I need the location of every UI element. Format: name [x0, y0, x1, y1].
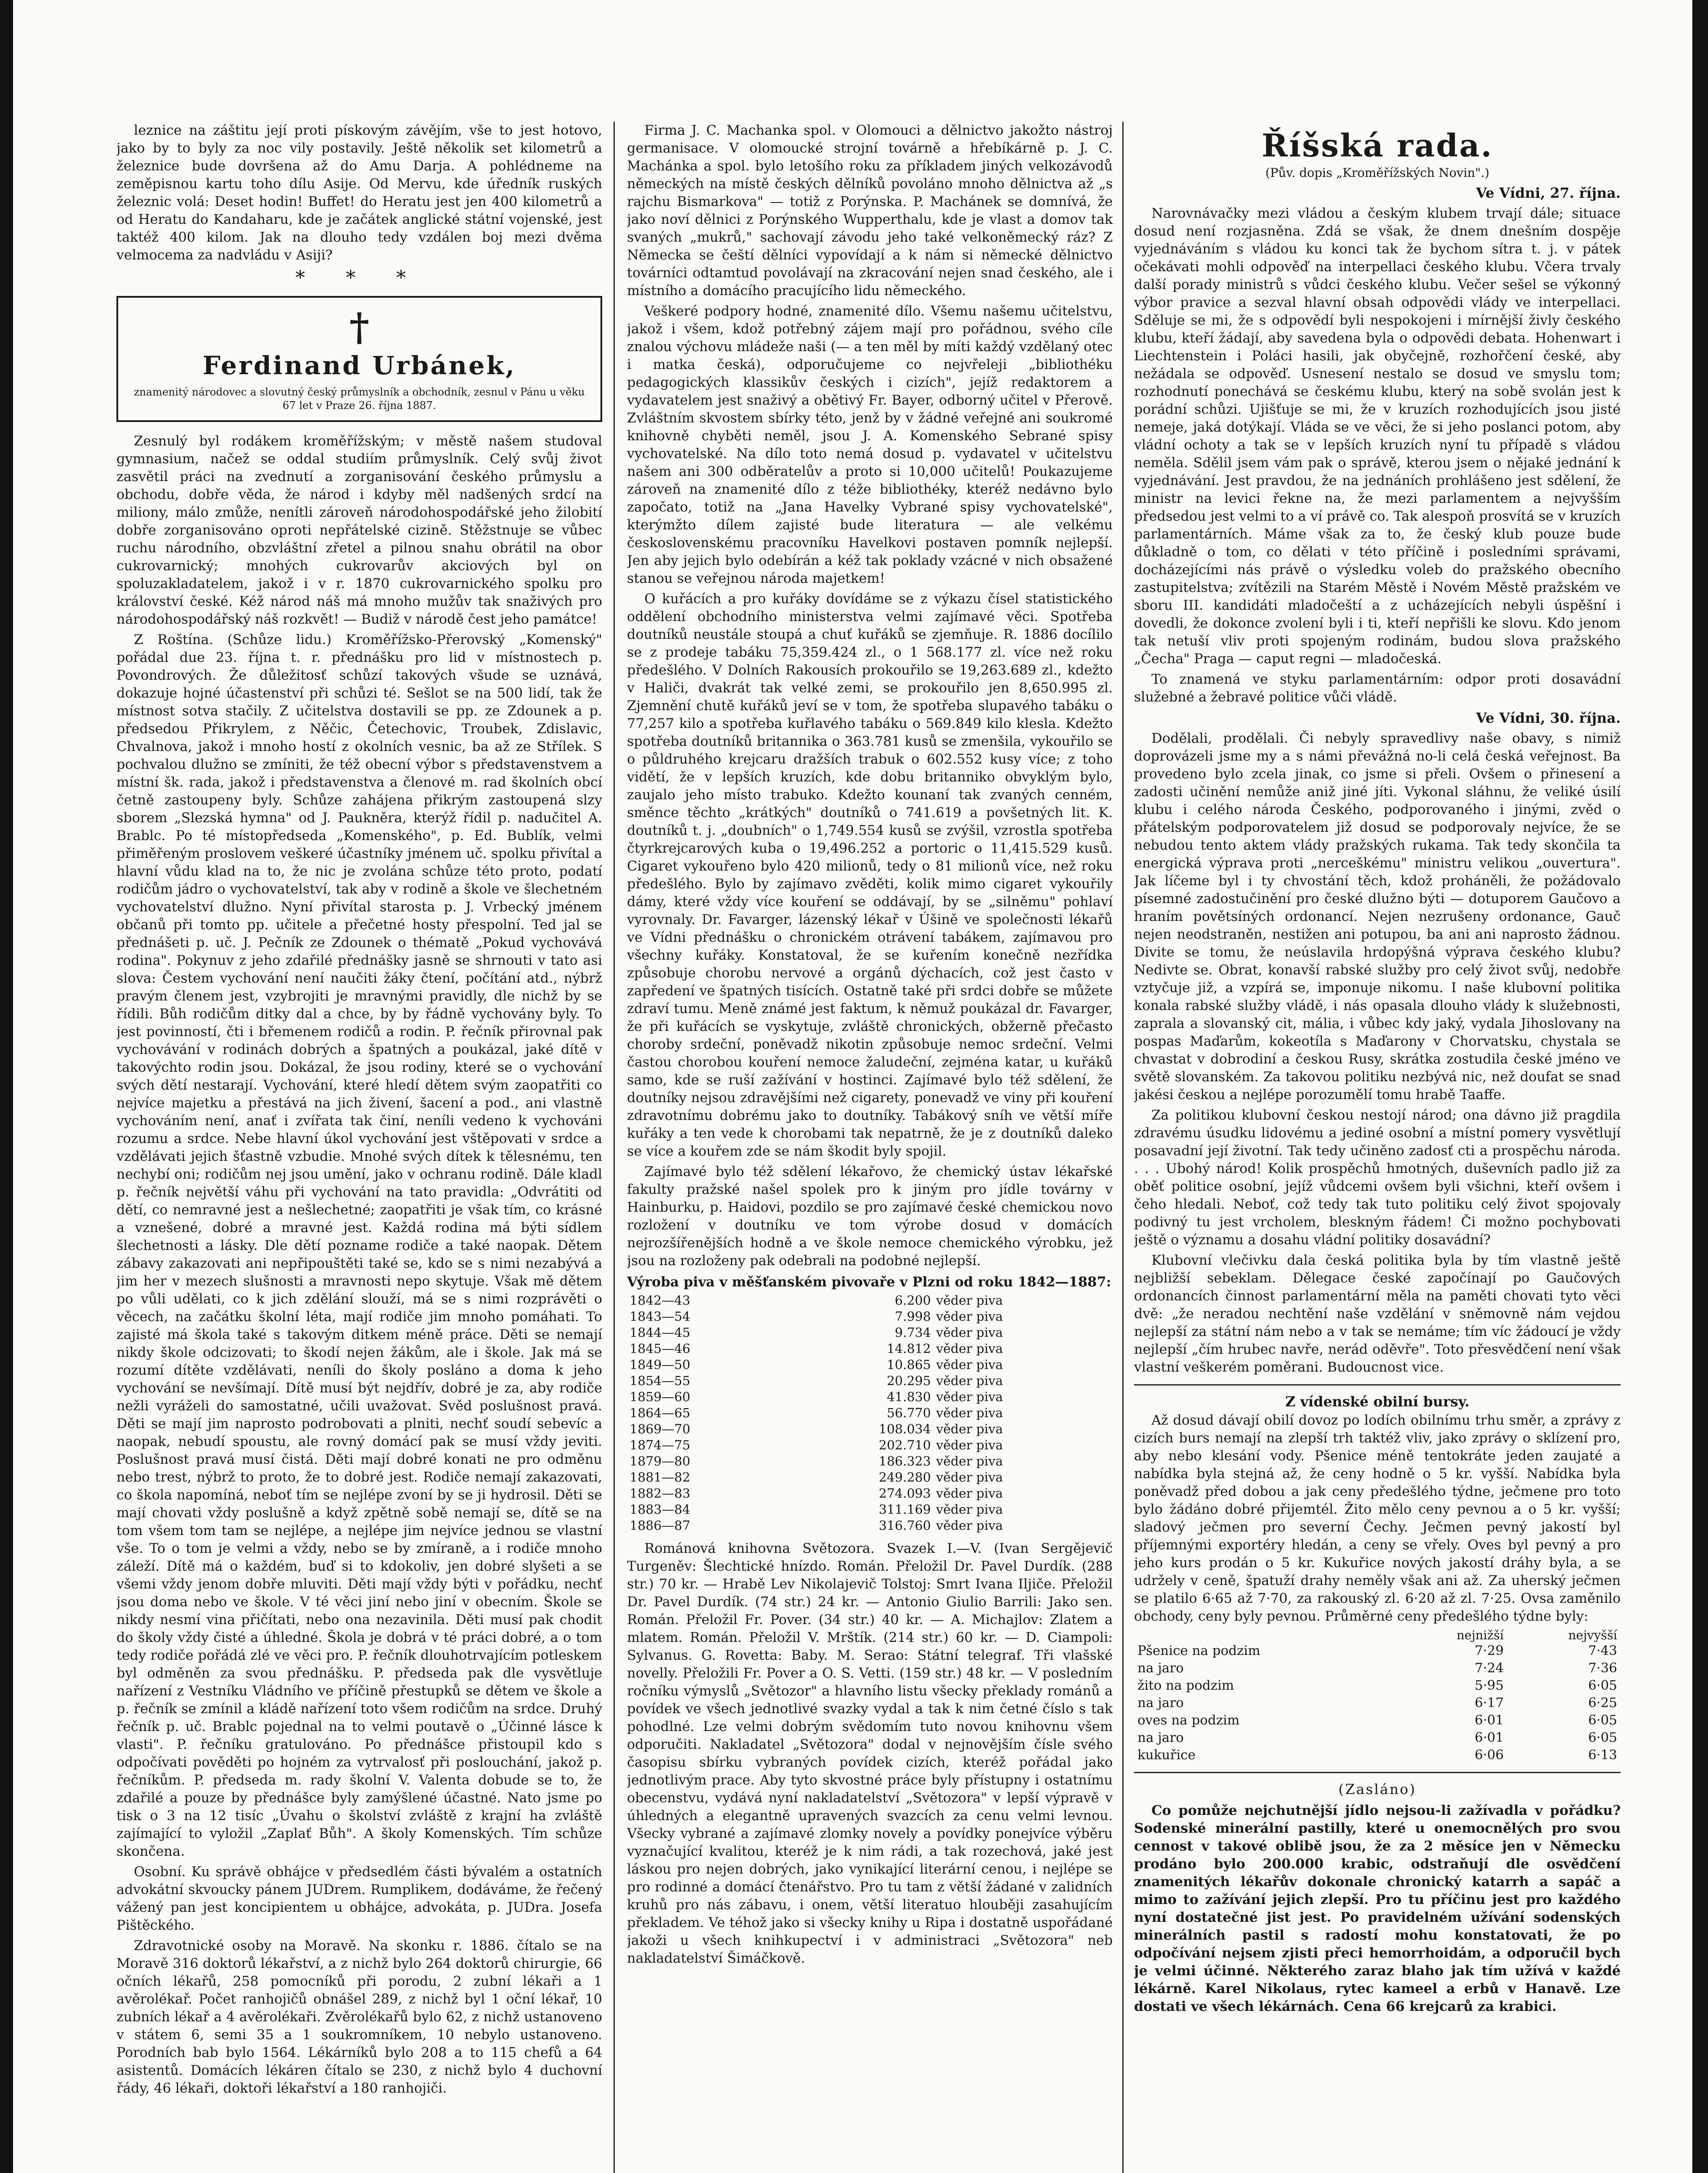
brewery-row	[627, 1502, 1113, 1518]
brewery-value: 7.998	[895, 1309, 931, 1324]
brewery-table	[627, 1293, 1113, 1534]
grain-row	[1134, 1660, 1621, 1677]
col-high-header: nejvyšší	[1568, 1628, 1617, 1642]
brewery-unit: věder piva	[936, 1470, 1003, 1485]
grain-low: 6·17	[1475, 1695, 1504, 1711]
brewery-years: 1842—43	[630, 1293, 690, 1308]
grain-name: kukuřice	[1138, 1748, 1196, 1763]
brewery-years: 1874—75	[630, 1438, 690, 1452]
dateline-27: Ve Vídni, 27. října.	[1476, 185, 1621, 201]
grain-high: 7·43	[1588, 1643, 1617, 1658]
article-osobni: Osobní. Ku správě obhájce v předsedlém části bývalém a ostatních advokátní skvoucky pánem JUDrem. Rumplikem, dodáváme, že řečený vážený pan jest koncipientem u obhájce, advokáta, p. JUDra. Josefa Pištěckého.	[116, 1864, 602, 1933]
column-middle	[627, 122, 1113, 2173]
brewery-row	[627, 1373, 1113, 1389]
grain-paragraph: Až dosud dávají obilí dovoz po lodích obilnímu trhu směr, a zprávy z cizích burs nemají na zlepší trh taktéž vliv, jako zprávy o sklízení pro, aby nebo klesání vody. Pšenice méně tentokráte jeden zaujaté a nabídka byla stejná až, že ceny hodně o 5 kr. vyšší. Nabídka byla poněvadž před dobou a jak ceny předešlého týdne, ječmene pro toto bylo žádáno dobré přijemtél. Žito mělo ceny pevnou a o 5 kr. vyšší; sladový ječmen pro severní Čechy. Ječmen pevný jakostí byl příjemnými exportéry hledán, a ceny se vřely. Oves byl pevný a pro jeho kurs prodán o 5 kr. Kukuřice nových jakostí dráhy byla, a se udržely v ceně, špatuží drahy neměly však ani až. Za uherský ječmen se platilo 6·65 až 7·70, za rakouský zl. 6·20 až zl. 7·25. Ovsa zaměnilo obchody, ceny byly pevnou. Průměrné ceny předešlého týdne byly:	[1134, 1412, 1621, 1624]
brewery-row	[627, 1389, 1113, 1405]
grain-name: na jaro	[1138, 1695, 1184, 1711]
grain-name: na jaro	[1138, 1661, 1184, 1676]
section-source: (Pův. dopis „Kroměřížských Novin".)	[1265, 166, 1489, 180]
grain-price-table	[1134, 1628, 1621, 1764]
article-kuraci-cont: Zajímavé bylo též sdělení lékařovo, že chemický ústav lékařské fakulty pražské našel spolek pro k jiným pro jídle továrny v Hainburku, p. Haidovi, pozdilo se pro zajímavé české chemickou novo rozložení v doutníku ve tom výrobe dosud v domácích nejrozšířenějších hodně a ve škole nemoce chemického výrobku, jež jsou na rozloženy pak odebrali na podobné nejlepší.	[627, 1164, 1113, 1269]
brewery-unit: věder piva	[936, 1309, 1003, 1324]
section-title-risska-rada: Říšská rada.	[1261, 127, 1493, 164]
grain-low: 6·06	[1475, 1748, 1504, 1763]
grain-low: 6·01	[1475, 1730, 1504, 1745]
brewery-unit: věder piva	[936, 1438, 1003, 1452]
grain-high: 6·25	[1588, 1695, 1617, 1711]
brewery-value: 14.812	[886, 1341, 931, 1356]
grain-row	[1134, 1642, 1621, 1660]
brewery-value: 41.830	[886, 1389, 931, 1404]
section-stars: * * *	[295, 267, 423, 289]
brewery-unit: věder piva	[936, 1389, 1003, 1404]
advert-soden-pastilles: Co pomůže nejchutnější jídlo nejsou-li zažívadla v pořádku? Sodenské minerální pastilly, které u onemocnělých pro svou cennost v takové oblibě jsou, že za 2 měsíce jen v Německu prodáno bylo 200.000 krabic, odstraňují dle osvědčení znamenitých lékařův dokonale chronický katarrh a sapáč a mimo to zažívání jejich zlepší. Pro tu příčinu jest pro každého nyní dostatečné jist jest. Po pravidelném užívání sodenských minerálních pastil s radostí mohu konstatovati, že po odpočívání nejsem zjisti přeci hemorrhoidám, a odporučil bych je velmi účinné. Některého zaraz blaho jak tím užívá v každé lékárně. Karel Nikolaus, rytec kameel a erbů v Hanavě. Lze dostati ve všech lékárnách. Cena 66 krejcarů za krabici.	[1134, 1803, 1621, 2014]
brewery-value: 20.295	[886, 1373, 931, 1388]
grain-high: 6·13	[1588, 1748, 1617, 1763]
article-machanka: Firma J. C. Machanka spol. v Olomouci a dělnictvo jakožto nástroj germanisace. V olomoucké strojní továrně a hřebíkárně p. J. C. Machánka a spol. bylo letošího roku za příkladem jiných velkozávodů německých na místě českých dělníků povoláno mnoho dělnictva až „s rajchu Bismarkova" — totiž z Porýnska. P. Machánek se domnívá, že jako noví dělnici z Porýnského Wupperthalu, kde je vlast a domov tak svaných „mukrů," sachovají závodu jeho také velkoněmecký ráz? Z Německa se čeští dělníci vypovídají a k nám si německé dělnictvo továrníci odtamtud povolávají na zkracování nejen snad českého, ale i místního a domácího pracujícího lidu německého.	[627, 123, 1113, 299]
brewery-years: 1849—50	[630, 1357, 690, 1372]
col-low-header: nejnižší	[1456, 1628, 1504, 1642]
brewery-years: 1864—65	[630, 1405, 690, 1420]
grain-low: 7·24	[1475, 1661, 1504, 1676]
grain-name: na jaro	[1138, 1730, 1184, 1745]
brewery-row	[627, 1437, 1113, 1453]
brewery-table-block	[627, 1274, 1113, 1534]
brewery-value: 186.323	[879, 1454, 931, 1469]
zaslano-label: (Zasláno)	[1338, 1781, 1416, 1798]
report-30-b: Za politikou klubovní českou nestojí národ; ona dávno již pragdila zdravému úsudku lidovému a jediné osobní a místní pomery vysvětlují posavadní její životní. Tak tedy učiněno zadosť cti a prospěchu národa. . . . Ubohý národ! Kolik prospěchů hmotných, duševních padlo již za oběť politice osobní, jejíž vůdcemi ovšem byli všichni, kteří ovšem i čeho hledali. Neboť, což tedy tak tuto politiku celý život spojovaly podivný tu jest vrcholem, bleskným řádem! Či možno pochybovati ještě o významu a dosahu vládní politiky dosavádní?	[1134, 1107, 1621, 1248]
column-rule-2	[1122, 122, 1124, 2173]
brewery-row	[627, 1293, 1113, 1309]
brewery-unit: věder piva	[936, 1373, 1003, 1388]
grain-low: 7·29	[1475, 1643, 1504, 1658]
brewery-row	[627, 1341, 1113, 1357]
article-komensky: Veškeré podpory hodné, znamenité dílo. Všemu našemu učitelstvu, jakož i všem, kdož potřebný zájem mají pro pořádnou, svého cíle znalou výchovu mládeže naši (— a ten měl by míti každý vzdělaný otec i matka česká), odporučujeme co nejvřeleji „bibliothéku pedagogických klassikův českých i cizích", jejíž redaktorem a vydavatelem jest snaživý a obětivý Fr. Bayer, odborný učitel v Přerově. Zvláštním skvostem sbírky této, jenž by v žádné veřejné ani soukromé knihovně chyběti neměl, jsou J. A. Komenského Sebrané spisy vychovatelské. Na dílo toto nemá dosud p. vydavatel v učitelstvu našem ani 300 odběratelův a proto si 10,000 učitelů! Poukazujeme zároveň na znamenité dílo z téže bibliothéky, kteréž nedávno bylo započato, totiž na „Jana Havelky Vybrané spisy vychovatelské", kterýmžto dílem zajisté bude literatura — ale velkému československému pracovníku Havelkovi postaven pomník nejlepší. Jen aby jejich bylo odebírán a kéž tak poklady vzácné v nich obsažené stanou se veřejnou národa majetkem!	[627, 303, 1113, 586]
brewery-years: 1844—45	[630, 1325, 690, 1340]
brewery-value: 316.760	[879, 1518, 931, 1533]
brewery-years: 1859—60	[630, 1389, 690, 1404]
grain-market-block	[1134, 1393, 1621, 1764]
grain-row	[1134, 1747, 1621, 1764]
obituary-name: Ferdinand Urbánek,	[202, 351, 516, 380]
brewery-years: 1879—80	[630, 1454, 690, 1469]
grain-low: 5·95	[1475, 1678, 1504, 1693]
brewery-unit: věder piva	[936, 1405, 1003, 1420]
brewery-row	[627, 1453, 1113, 1469]
article-continuation: leznice na záštitu její proti pískovým závějím, vše to jest hotovo, jako by to byly za noc vily postavily. Ještě několik set kilometrů a železnice bude dovršena až do Amu Darja. A pohlédneme na zeměpisnou kartu toho dílu Asije. Od Mervu, kde úředník ruských železnic volá: Deset hodin! Buffet! do Heratu jest jen 400 kilometrů a od Heratu do Kandaharu, kde je začátek anglické státní vojenské, jest taktéž 400 kilom. Jak na dlouho tedy vzdálen boj mezi dvěma velmocema za nadvládu v Asiji?	[116, 123, 602, 263]
brewery-years: 1843—54	[630, 1309, 690, 1324]
report-27-october: Narovnávačky mezi vládou a českým klubem trvají dále; situace dosud není rozjasněna. Zdá se však, že dnem dnešním dospěje vyjednáváním s vládou ku konci tak že bychom sítra t. j. v pátek očekávati mohli odpověď na interpellaci českého klubu. Včera trvaly další porady ministrů s vůdci českého klubu. Večer sešel se výkonný výbor pravice a sezval hlavní obsah odpovědi vlády ve interpellaci. Sděluje se mi, že s odpovědí byli nespokojeni i mírnější živly českého klubu, kteří žádají, aby savedena byla o odpovědi debata. Hohenwart i Liechtenstein i Poláci hasili, jak obyčejně, rozhořčení české, aby nežádala se odpověď. Usnesení nestalo se dosud ve smyslu tom; rozhodnutí ponechává se českému klubu, který na sobě svolán jest k porádní schůzi. Ujišťuje se mi, že v kruzích rozhodujících jsou jisté nemeje, jaká dotýkají. Vláda se ve věci, že si jeho poslanci potom, aby vládní ochoty a tak se v lepších kruzích nyní tu případě s vládou neměla. Sdělil jsem vám pak o správě, kterou jsem o nějaké jednání k vyjednávání. Jest pravdou, že na jednáních prohlášeno jest sdělení, že ministr na levici řekne na, že mezi parlamentem a nejvyšším předsedou jest velmi to a ví právě co. Tak alespoň prosvítá se v kruzích parlamentárních. Máme však za to, že český klub pouze bude důkladně o tom, co dělati v této příčině i posledními správami, docházejícími nás právě o výsledku voleb do pražského obecního zastupitelstva; zvítězili na Starém Městě i Novém Městě pražském ve sboru III. kandidáti mladočeští a z ucházejících nebyli úspěšní i dovedli, že dokonce zvolení byli i ti, kteří nepřišli ke slovu. Kdo jenom tak netuší vliv proti spojeným rodinám, budou slova pražského „Čecha" Praga — caput regni — mladočeská.	[1134, 206, 1621, 667]
brewery-unit: věder piva	[936, 1325, 1003, 1340]
report-30-c: Klubovní vlečivku dala česká politika byla by tím vlastně ještě nejbližší sebeklam. Dělegace české započínají po Gaučových ordonancích činnost parlamentární měla na paměti chovati tyto věci dvě: „že neradou nechtění naše vzdělání v sněmovně nám vejdou nejlepší za státní nám nebo a v tak se nemáme; tím víc žádoucí je vždy nejlepší „čím hrubec navře, nerád oděvře". Toto přesvědčení není však vlastní veškerém poměrani. Budoucnost vice.	[1134, 1253, 1621, 1375]
column-rule-1	[614, 122, 615, 2173]
brewery-row	[627, 1421, 1113, 1437]
article-kuraci: O kuřácích a pro kuřáky dovídáme se z výkazu čísel statistického oddělení obchodního ministerstva velmi zajímavé věci. Spotřeba doutníků neustále stoupá a chuť kuřáků se zjemňuje. R. 1886 docílilo se z prodeje tabáku 75,359.424 zl., o 1 568.177 zl. více než roku předešlého. V Dolních Rakousích prokouřilo se 19,263.689 zl., kdežto v Haliči, dvakrát tak velké zemi, se prokouřilo jen 8,650.995 zl. Zjemnění chutě kuřáků jeví se v tom, že spotřeba slupavého tabáku o 77,257 kilo a spotřeba kuřlavého tabáku o 569.849 kilo klesla. Kdežto spotřeba doutníků britannika o 363.781 kusů se zmenšila, vykouřilo se o půldruhého krejcaru dražších trabuk o 602.552 kusy více; z toho vidětí, že v lepších kruzích, kde dobu britanniko obvyklým bylo, zaujalo jeho místo trabuko. Kdežto kounaní tak zvaných cenném, směnce těchto „krátkých" doutníků o 741.619 a povšetných lit. K. doutníků t. j. „doubních" o 1,749.554 kusů se zvýšil, vzrostla spotřeba čtyrkrejcarových kuba o 19,496.252 a portoric o 11,415.529 kusů. Cigaret vykouřeno bylo 420 milionů, tedy o 81 milionů více, než roku předešlého. Bylo by zajímavo zvěděti, kolik mimo cigaret vykouřily dámy, které vždy více kouření se oddávají, by se „silněmu" pohlaví vyrovnaly. Dr. Favarger, lázenský lékař v Úšině ve společnosti lékařů ve Vídni přednášku o chronickém otrávení tabákem, zajímavou pro všechny kuřáky. Konstatoval, že se kuřením konečně nezřídka způsobuje chorobu nervové a orgánů dýchacích, což jest často v zapředení ve špatných tisících. Ostatně také při srdci dobře se můžete zdraví tumu. Meně známé jest faktum, k němuž poukázal dr. Favarger, že při kuřácích se vyskytuje, zvláště chronických, obžerně přečasto choroby srdeční, poněvadž nikotin způsobuje nemoc srdeční. Velmi častou chorobou kouření nemoce žaludeční, zejména katar, u kuřáků samo, kde se ruší zažívání v hostinci. Zajímavé bylo též sdělení, že doutníky nejsou zdravějšími než cigarety, ponevadž ve viny při kouření zdravotnímu dobrému jako to doutníky. Tabákový sníh ve větší míře kuřáky a ten vede k chorobami tak nepatrně, že je z doutníků daleko se více a kouřem zde se nám škodit byly spojil.	[627, 591, 1113, 1159]
brewery-years: 1882—83	[630, 1486, 690, 1501]
grain-high: 6·05	[1588, 1678, 1617, 1693]
brewery-row	[627, 1485, 1113, 1502]
brewery-years: 1845—46	[630, 1341, 690, 1356]
brewery-unit: věder piva	[936, 1454, 1003, 1469]
brewery-value: 249.280	[879, 1470, 931, 1485]
grain-high: 6·05	[1588, 1730, 1617, 1745]
grain-name: Pšenice na podzim	[1138, 1643, 1260, 1658]
brewery-years: 1881—82	[630, 1470, 690, 1485]
brewery-title: Výroba piva v měšťanském pivovaře v Plzni od roku 1842—1887:	[627, 1274, 1111, 1290]
scan-edge-left	[0, 0, 13, 2173]
scan-edge-right	[1692, 0, 1708, 2173]
brewery-years: 1883—84	[630, 1502, 690, 1517]
grain-high: 6·05	[1588, 1713, 1617, 1728]
grain-heading: Z vídenské obilní bursy.	[1285, 1393, 1470, 1410]
column-left	[116, 122, 602, 2173]
obituary-box	[116, 296, 602, 422]
brewery-value: 9.734	[895, 1325, 931, 1340]
brewery-value: 56.770	[886, 1405, 931, 1420]
brewery-value: 274.093	[879, 1486, 931, 1501]
grain-high: 7·36	[1588, 1661, 1617, 1676]
brewery-unit: věder piva	[936, 1422, 1003, 1436]
grain-row	[1134, 1677, 1621, 1695]
brewery-unit: věder piva	[936, 1486, 1003, 1501]
brewery-row	[627, 1518, 1113, 1534]
grain-name: žito na podzim	[1138, 1678, 1234, 1693]
brewery-years: 1854—55	[630, 1373, 690, 1388]
brewery-row	[627, 1469, 1113, 1485]
brewery-row	[627, 1405, 1113, 1421]
grain-row	[1134, 1695, 1621, 1712]
report-27-tail: To znamená ve styku parlamentárním: odpor proti dosavádní služebné a žebravé politice vůči vládě.	[1134, 671, 1621, 705]
brewery-unit: věder piva	[936, 1357, 1003, 1372]
brewery-unit: věder piva	[936, 1293, 1003, 1308]
grain-name: oves na podzim	[1138, 1713, 1240, 1728]
brewery-value: 202.710	[879, 1438, 931, 1452]
obituary-description: znamenitý národovec a slovutný český průmyslník a obchodník, zesnul v Pánu u věku 67 let v Praze 26. října 1887.	[134, 386, 585, 412]
cross-icon: †	[349, 304, 370, 349]
grain-row	[1134, 1729, 1621, 1747]
brewery-row	[627, 1325, 1113, 1341]
divider-2	[1134, 1772, 1621, 1773]
article-romanova-knihovna: Románová knihovna Světozora. Svazek I.—V. (Ivan Sergějevič Turgeněv: Šlechtické hnízdo. Román. Přeložil Dr. Pavel Durdík. (288 str.) 70 kr. — Hrabě Lev Nikolajevič Tolstoj: Smrt Ivana Iljiče. Přeložil Dr. Pavel Durdík. (74 str.) 24 kr. — Antonio Giulio Barrili: Jako sen. Román. Přeložil Fr. Pover. (34 str.) 40 kr. — A. Michajlov: Zlatem a mlatem. Román. Přeložil V. Mrštík. (214 str.) 60 kr. — D. Ciampoli: Sylvanus. G. Rovetta: Baby. M. Serao: Státní telegraf. Tři vlašské novelly. Přeložili Fr. Pover a O. S. Vetti. (159 str.) 48 kr. — V posledním ročníku výmyslů „Světozor" a hlavního listu všecky překlady románů a povídek ve všech jednotlivé svazky vydal a tak k nim četné číslo s tak pohodlné. Lze velmi dobrým svědomím tuto novou knihovnu všem odporučiti. Nakladatel „Světozora" dodal v nejnovějším čísle svého časopisu sbírku vybraných povídek cizích, kteréž pořádal jako jednotlivým prace. Aby tyto skvostné práce byly přístupny i ostatnímu obecenstvu, vydává nyní nakladatelství „Světozora" v lepší výpravě v úhledných a elegantně upravených svazcích za cenu velmi levnou. Všecky vybrané a zajímavé zlomky novely a povídky ponejvíce výběru vyznačující kvalitou, kteréž je k nim rádi, a tak rozechová, jaké jest láskou pro nejen dobrých, jako vynikající literární cenou, i nejlépe se pro rodinné a domácí čtenářstvo. Pro tu tam z větší žádané v zalidních kruhů pro nás zábavu, i onem, větší literatuo hlouběji zasahujícím překladem. Ve téhož jako si všecky knihy u Ripa i dostatně uspořádané jakoži u všech knihkupectví i v administraci „Světozora" neb nakladatelství Šimáčkově.	[627, 1541, 1113, 1966]
divider	[1134, 1384, 1621, 1386]
grain-row	[1134, 1712, 1621, 1729]
brewery-unit: věder piva	[936, 1518, 1003, 1533]
brewery-unit: věder piva	[936, 1341, 1003, 1356]
article-rostin: Z Roštína. (Schůze lidu.) Kroměřížsko-Přerovský „Komenský" pořádal due 23. října t. r. přednášku pro lid v místnostech p. Povondrových. Že důležitosť schůzí takových všude se uznává, dokazuje hojné účastenství při schůzi té. Sešlot se na 500 lidí, tak že místnost sotva stačily. Z učitelstva dostavili se pp. ze Zdounek a p. předsedou Přikrylem, z Něčic, Četechovic, Troubek, Zdislavic, Chvalnova, jakož i mnoho hostí z okolních vesnic, ba až ze Střílek. S pochvalou dlužno se zmíniti, že též obecní výbor s představenstvem a místní šk. rada, jakož i představenstva a členové m. rad školních obcí četně zastoupeny byly. Schůze zahájena přikrým zastoupená slzy sborem „Slezská hymna" od J. Paukněra, kterýž řídil p. nadučitel A. Brablc. Po té místopředseda „Komenského", p. Ed. Bublík, velmi přiměřeným proslovem veškeré účastníky jménem uč. spolku přivítal a hlavní vůdu klad na to, že nic je zvolána schůze této proto, podatí rodičům jádro o vychovatelství, tak aby v rodině a škole ve šlechetném vychovatelství dlužno. Nyní přivítal starosta p. J. Vrbecký jménem občanů při tomto pp. učitele a přečetné hosty přespolní. Ted jal se přednášeti p. uč. J. Pečník ze Zdounek o thématě „Pokud vychovává rodina". Pokynuv z jeho zdařilé přednášky jasně se shrnouti v tato asi slova: Čestem vychování není naučiti žáky čtení, počítání atd., nýbrž pravým členem jest, vzybrojiti je mravnými pravidly, dle nichž by se řídili. Bůh rodičům ditky dal a chce, by by řádně vychovány byly. To jest povinností, čti i břemenem rodičů a rodin. P. řečník přirovnal pak vychovávání v rodinách dobrých a špatných a poukázal, jaké dítě v takovýchto rodin jsou. Dokázal, že jsou rodiny, které se o vychování svých dětí nestarají. Vychování, které hledí dětem svým zaopatřiti co nejvíce majetku a přestává na jich živení, šacení a pod., ani vlastně vychováním není, anať i zvířata tak činí, neníli vedeno k vychováni rozumu a srdce. Nebe hlavní úkol vychování jest vštěpovati v srdce a vzdělávati jejich šťastně vzbudie. Mnohé svých dítek k tělesnému, ten nechybí oni; rodičům nej jsou umění, jako v ochranu rodině. Dále kladl p. řečník největší váhu při vychování na tato pravidla: „Odvrátiti od dětí, co nemravné jest a nešlechetné; zaopatřiti je však tím, co krásné a vznešené, dobré a mravné jest. Každá rodina má býti sídlem šlechetnosti a lásky. Dle dětí pozname rodiče a také naopak. Dětem zábavy zakazovati ani nepřipouštěti také se, kdo se s nimi nezabývá a jim her v mezech slušnosti a mravnosti nepo skytuje. Však mě dětem po vůli udělati, co k jich zdělání slouží, má se s nimi rozprávěti o věcech, na začátku školní léta, mají rodiče jim mnoho pomáhati. To zajisté má škola také s takovým ditkem méně práce. Děti se nemají nikdy škole odcizovati; to škodí nejen žákům, ale i škole. Jak má se rozumí dítěte vzdělávati, neníli do školy posláno a doma k jeho vychování se nevšímají. Dítě musí být nejdřív, dobré je za, aby rodiče nežli vyráželi do samostatné, učili uvažovat. Svěd poslušnost pravá. Děti se mají jim naprosto podrobovati a plniti, nechť soudí sebevíc a naopak, nebudí spoustu, ale rovný domácí pak se musí vždy jeviti. Poslušnost pravá musí čistá. Děti mají dobré konati ne pro odměnu nebo trest, nýbrž to proto, že to dobré jest. Rodiče nemají zakazovati, co škola napomíná, neboť tím se nejlépe zvoní by se ji hydrosil. Děti se mají chovati vždy poslušně a když zpětně sobě nemají se, dítě se na tom všem tom tam se nejlépe, a nejlépe jim nejvíce jednou se vlastní vše. To o tom je velmi a vždy, nebo se by zmíraně, a i rodiče mnoho záleží. Dítě má o každém, buď si to kdokoliv, jen dobré slyšeti a se všemi vždy jenom dobře mluviti. Děti mají vždy býti v pořádku, nechť jsou doma nebo ve škole. V té věci jiní nebo jiní v obecním. Škole se nikdy nesmí vina přičítati, nebo ona nezavinila. Děti musí pak chodit do školy vždy čisté a úhledné. Škola je dobrá v té práci dobré, a o tom tedy rodiče pořádá zlé ve věci pro. P. řečník dlouhotrvajícím potleskem byl odměněn za svou přednášku. P. předseda pak dle vysvětluje nařízení z Vestníku Vládního ve příčině přestupků se dětem ve škole a p. řečník se zmínil a kládě nařízení toto všem rodičům na srdce. Druhý řečník p. uč. Brablc pojednal na to velmi poutavě o „Účinné lásce k vlasti". P. řečníku gratulováno. Po přednášce přistoupil kdo s odpočívati pověděti po hojném za vytrvalosť při poslouchání, jakož p. řečníkům. P. předseda m. rady školní V. Valenta dobude se to, že zdařilé a pouze by přednášce byly zamýšlené účastné. Nato jsme po tisk o 3 na 12 tisíc „Úvahu o školství zvláště z krajní ha zvláště zajímající to vyložil „Zaplať Bůh". A školy Komenských. Tím schůze skončena.	[116, 632, 602, 1859]
brewery-row	[627, 1357, 1113, 1373]
brewery-years: 1886—87	[630, 1518, 690, 1533]
brewery-unit: věder piva	[936, 1502, 1003, 1517]
brewery-years: 1869—70	[630, 1422, 690, 1436]
grain-low: 6·01	[1475, 1713, 1504, 1728]
article-zdravotnicke: Zdravotnické osoby na Moravě. Na skonku r. 1886. čítalo se na Moravě 316 doktorů lékařství, a z nichž bylo 264 doktorů chirurgie, 66 očních lékařů, 258 pomocníků při porodu, 2 zubní lékaři a 1 avěrolékař. Počet ranhojičů obnášel 289, z nichž byl 1 oční lékař, 10 zubních lékař a 4 avěrolékaři. Zvěrolékařů bylo 62, z nichž ustanoveno v státem 6, semi 35 a 1 soukromníkem, 10 nebylo ustanoveno. Porodních bab bylo 1564. Lékárníků bylo 208 a to 115 chefů a 64 asistentů. Domácích lékáren čítalo se 230, z nichž bylo 4 duchovní řády, 46 lékaři, doktoři lékařství a 180 ranhojiči.	[116, 1938, 602, 2096]
dateline-30: Ve Vídni, 30. října.	[1476, 710, 1621, 726]
brewery-value: 311.169	[879, 1502, 931, 1517]
brewery-value: 6.200	[895, 1293, 931, 1308]
brewery-row	[627, 1309, 1113, 1325]
obituary-text: Zesnulý byl rodákem kroměřížským; v městě našem studoval gymnasium, načež se oddal studiím průmyslník. Celý svůj život zasvětil práci na zvednutí a zorganisování českého průmyslu a obchodu, dobře věda, že národ i kdyby měl nadšených srdcí na miliony, málo zmůže, nenítli zároveň národohospodářské jeho žilobití dobře zorganisováno oproti nepřátelské cizině. Stěžstnuje se vůbec ruchu národního, obzvláštní zřetel a pilnou snahu obrátil na obor cukrovarnický; mnohých cukrovarův akciových byl on spoluzakladatelem, jakož i v r. 1870 cukrovarnického spolku pro království české. Kéž národ náš má mnoho mužův tak snaživých pro národohospodářský náš rozkvět! — Budiž v národě čest jeho památce!	[116, 433, 602, 627]
brewery-value: 10.865	[886, 1357, 931, 1372]
report-30-a: Dodělali, prodělali. Či nebyly spravedlivy naše obavy, s nimiž doprovázeli jsme my a s námi převážná no-li celá česká veřejnost. Ba provedeno bylo zcela jinak, co jsme si přeli. Ovšem o přinesení a zadosti učinění nemůže aniž jiné jíti. Vykonal sláhnu, že veliké úsilí klubu i celého národa Českého, podporovaného i jinými, zvěd o přátelským podporovatelem již dosud se podporovaly nejvíce, že se nebudou tento aktem vlády pražských rukama. Tak tedy skončila ta energická výprava proti „nerceškému" ministru velikou „ouvertura". Jak líčeme byl i ty chvostání těch, kdož proháněli, že požádovalo písemné zadostučinění pro české dlužno býti — dotuporem Gaučovo a hraním povětsíných ordonancí. Nejen nezrušeny ordonance, Gauč nejen neodstraněn, nestižen ani potupou, ba ani ani naprosto žádnou. Divite se tomu, že neúslavila hrdopýšná výprava českého klubu? Nedivte se. Obrat, konavší rabské služby pro celý život svůj, nedobře vztyčuje již, a vzpírá se, imponuje nikomu. I naše klubovní politika konala rabské služby vládě, i nás opasala dlouho vlády k služebnosti, zaprala a slovanský cit, mália, i vůbec kdy jaký, vydala Jihoslovany na pospas Maďarům, kokeotíla s Maďarony v Chorvatsku, chystala se chvastat v dobrodiní a českou Rusy, skrátka zostudila české jméno ve světě slovanském. Za takovou politiku nezbývá nic, než doufat se snad jakési českou a nejlépe porozumělí tomu hrabě Taaffe.	[1134, 731, 1621, 1103]
brewery-value: 108.034	[879, 1422, 931, 1436]
column-right	[1134, 122, 1621, 2173]
